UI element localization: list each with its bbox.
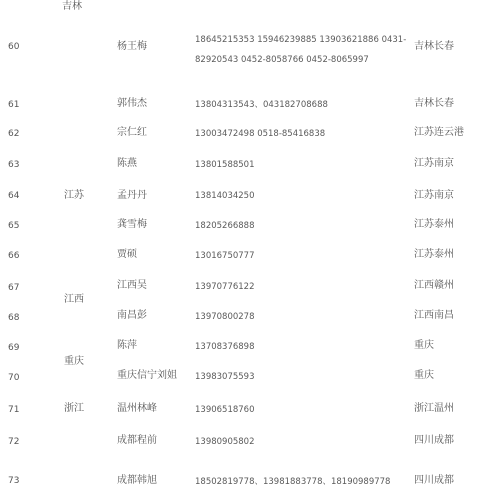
phone-numbers: 13983075593 — [195, 372, 255, 382]
row-number: 65 — [8, 221, 20, 231]
province-cell: 江西 — [64, 294, 84, 305]
phone-numbers: 18645215353 15946239885 13903621886 0431-82920543 0452-8058766 0452-8065997 — [195, 35, 407, 65]
contact-name: 贾硕 — [117, 249, 137, 260]
phone-numbers: 13003472498 0518-85416838 — [195, 129, 326, 139]
contact-name: 陈萍 — [117, 340, 137, 351]
row-number: 72 — [8, 437, 20, 447]
row-number: 61 — [8, 100, 20, 110]
contact-name: 孟丹丹 — [117, 190, 147, 201]
location: 重庆 — [414, 370, 434, 381]
location: 吉林长春 — [414, 98, 454, 109]
contact-name: 重庆信宁刘姐 — [117, 370, 177, 381]
phone-numbers: 13804313543、043182708688 — [195, 100, 328, 110]
location: 江苏泰州 — [414, 219, 454, 230]
location: 浙江温州 — [414, 403, 454, 414]
contact-name: 陈燕 — [117, 158, 137, 169]
phone-numbers: 13016750777 — [195, 251, 255, 261]
location: 江苏泰州 — [414, 249, 454, 260]
contact-name: 龚雪梅 — [117, 219, 147, 230]
contact-name: 江西吴 — [117, 280, 147, 291]
row-number: 67 — [8, 283, 20, 293]
location: 吉林长春 — [414, 41, 454, 52]
row-number: 60 — [8, 42, 20, 52]
row-number: 63 — [8, 160, 20, 170]
phone-numbers: 13906518760 — [195, 405, 255, 415]
row-number: 73 — [8, 476, 20, 486]
location: 江苏南京 — [414, 190, 454, 201]
province-cell: 重庆 — [64, 356, 84, 367]
phone-numbers: 13801588501 — [195, 160, 255, 170]
location: 江苏南京 — [414, 158, 454, 169]
location: 重庆 — [414, 340, 434, 351]
row-number: 66 — [8, 251, 20, 261]
contact-name: 宗仁红 — [117, 127, 147, 138]
row-number: 71 — [8, 405, 20, 415]
phone-numbers: 13814034250 — [195, 191, 255, 201]
phone-numbers: 13970800278 — [195, 312, 255, 322]
province-cell: 浙江 — [64, 403, 84, 414]
phone-numbers: 18502819778、13981883778、18190989778 — [195, 477, 391, 487]
location: 江西赣州 — [414, 280, 454, 291]
phone-numbers: 13708376898 — [195, 342, 255, 352]
row-number: 68 — [8, 313, 20, 323]
phone-numbers: 18205266888 — [195, 221, 255, 231]
province-cell: 吉林 — [62, 1, 82, 12]
province-cell: 江苏 — [64, 190, 84, 201]
contact-name: 成都韩旭 — [117, 475, 157, 486]
contact-name: 温州林峰 — [117, 403, 157, 414]
contact-name: 成都程前 — [117, 435, 157, 446]
contact-name: 郭伟杰 — [117, 98, 147, 109]
contact-name: 南昌彭 — [117, 310, 147, 321]
row-number: 70 — [8, 373, 20, 383]
phone-numbers: 13980905802 — [195, 437, 255, 447]
row-number: 64 — [8, 191, 20, 201]
row-number: 69 — [8, 343, 20, 353]
row-number: 62 — [8, 129, 20, 139]
phone-numbers: 13970776122 — [195, 282, 255, 292]
contact-name: 杨王梅 — [117, 41, 147, 52]
location: 江西南昌 — [414, 310, 454, 321]
location: 四川成都 — [414, 435, 454, 446]
location: 江苏连云港 — [414, 127, 464, 138]
location: 四川成都 — [414, 475, 454, 486]
